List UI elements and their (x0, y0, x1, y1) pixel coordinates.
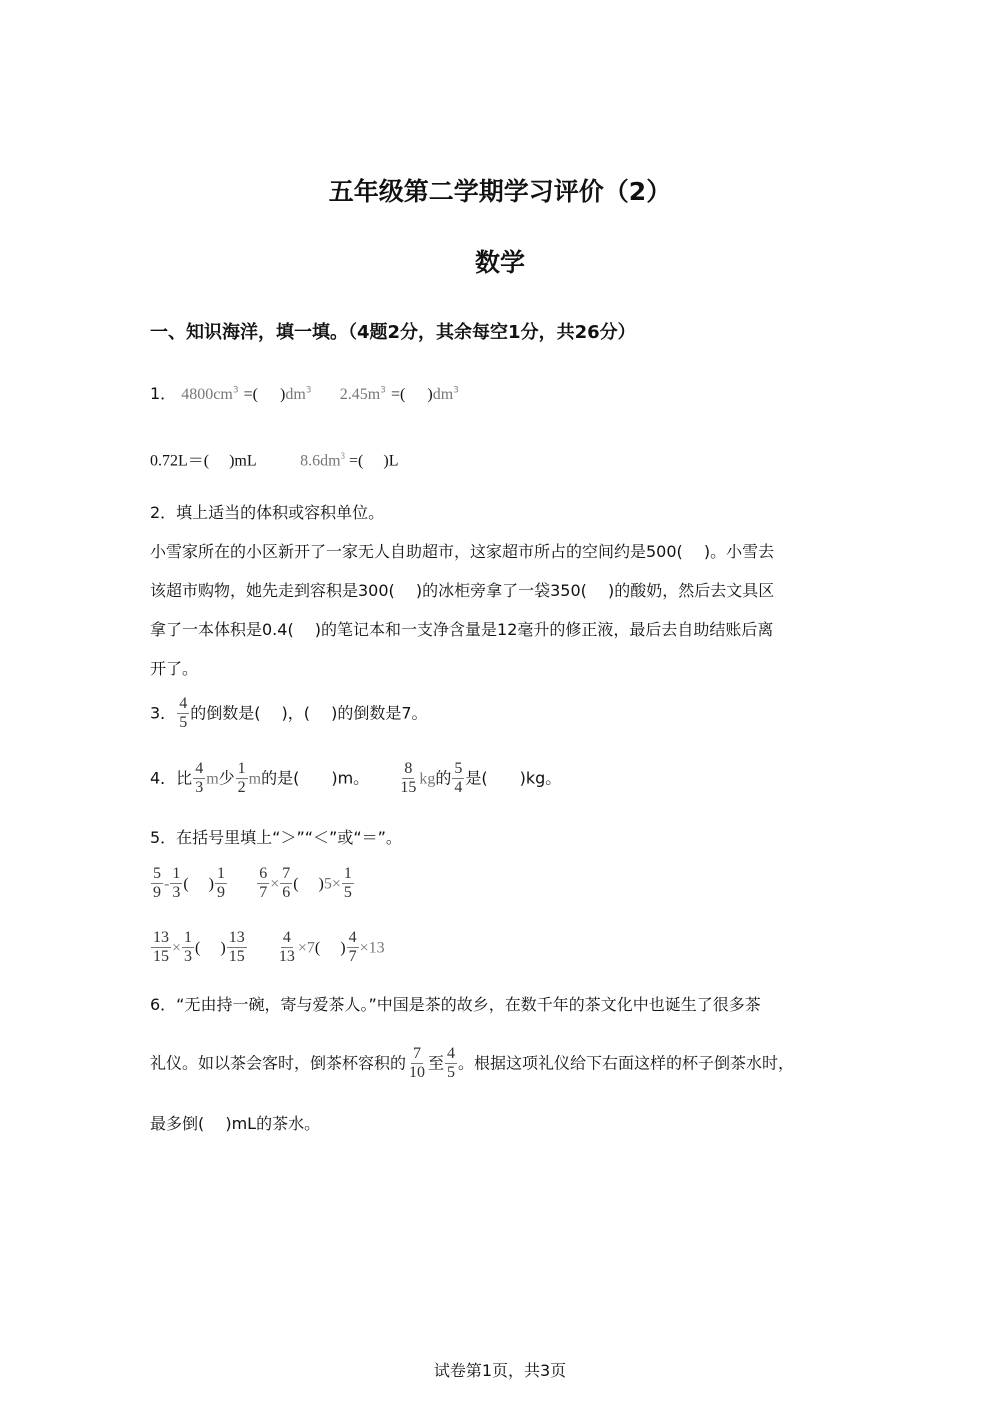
q1-b-exp: 3 (380, 385, 386, 396)
q4-row (150, 760, 561, 798)
fraction: $\frac{1}{9}$ (217, 865, 225, 902)
q5-r2-g: ×13 (359, 939, 385, 957)
fraction: $\frac{13}{15}$ (153, 929, 169, 966)
q5-r2-e: ×7 (297, 939, 315, 957)
q4-unit3: kg (419, 770, 436, 788)
q1-d-value: 8.6dm (300, 452, 341, 470)
q6-line2-a: 礼仪。如以茶会客时，倒茶杯容积的 (150, 1053, 407, 1073)
times-sign: × (172, 939, 182, 957)
fraction: $\frac{1}{3}$ (172, 865, 181, 902)
q1-a-exp: 3 (232, 385, 239, 396)
subject-title: 数学 (474, 248, 525, 277)
q4-number: 4．比 (150, 768, 193, 788)
q1-row1 (150, 386, 459, 403)
fraction: $\frac{4}{13}$ (278, 929, 295, 966)
q2-line3: 该超市购物，她先走到容积是300( )的冰柜旁拿了一袋350( )的酸奶，然后去文具区 (150, 581, 775, 600)
fraction: $\frac{1}{5}$ (343, 865, 352, 902)
times-sign: × (270, 875, 280, 893)
fraction: $\frac{1}{3}$ (184, 929, 193, 966)
compare-blank[interactable]: ( ) (195, 939, 226, 957)
q1-number: 1． (150, 384, 177, 403)
q1-row2 (150, 452, 398, 469)
q6-line3[interactable]: 最多倒( )mL的茶水。 (150, 1114, 321, 1133)
q6-line1: 6．“无由持一碗，寄与爱茶人。”中国是茶的故乡，在数千年的茶文化中也诞生了很多茶 (150, 995, 761, 1014)
q1-d-eq: =( (349, 452, 364, 470)
q5-row1 (150, 865, 355, 903)
q1-a-unit: dm (285, 386, 306, 403)
q4-unit2: m (248, 770, 262, 788)
q1-a-unit-exp: 3 (305, 385, 312, 396)
q5-r1-f: 5× (323, 875, 341, 893)
q4-part2-end[interactable]: 是( )kg。 (465, 768, 562, 788)
q4-de: 的 (435, 768, 452, 788)
q3-text[interactable]: 的倒数是( )，( )的倒数是7。 (190, 703, 428, 723)
fraction: $\frac{7}{10}$ (409, 1045, 426, 1082)
q1-a-value: 4800cm (181, 386, 233, 403)
q2-title: 2．填上适当的体积或容积单位。 (150, 503, 385, 522)
q4-mid: 少 (218, 768, 235, 788)
compare-blank[interactable]: ( ) (293, 875, 324, 893)
fraction: $\frac{6}{7}$ (259, 865, 268, 902)
q5-row2 (150, 929, 385, 967)
minus-sign: - (164, 875, 170, 893)
q1-d-exp: 3 (340, 451, 346, 461)
fraction: $\frac{4}{5}$ (179, 695, 188, 732)
q4-unit1: m (206, 770, 219, 788)
q1-d-close: )L (383, 452, 399, 470)
q2-line4: 拿了一本体积是0.4( )的笔记本和一支净含量是12毫升的修正液，最后去自助结账后离 (150, 620, 774, 639)
fraction: $\frac{1}{2}$ (237, 760, 246, 797)
q6-zhi: 至 (428, 1053, 445, 1073)
page-footer: 试卷第1页，共3页 (433, 1361, 567, 1380)
q3-row (150, 695, 428, 733)
q2-line2: 小雪家所在的小区新开了一家无人自助超市，这家超市所占的空间约是500( )。小雪去 (150, 542, 775, 561)
q1-b-unit: dm (432, 386, 454, 403)
fraction: $\frac{5}{4}$ (454, 760, 463, 797)
page-title: 五年级第二学期学习评价（2） (328, 177, 672, 206)
fraction: $\frac{4}{3}$ (195, 760, 204, 797)
q6-line2-b: 。根据这项礼仪给下右面这样的杯子倒茶水时， (458, 1053, 795, 1073)
fraction: $\frac{4}{7}$ (348, 929, 357, 966)
q1-b-close: ) (427, 386, 433, 403)
q1-c-text[interactable]: 0.72L＝( )mL (150, 452, 257, 470)
q6-line2 (150, 1045, 794, 1083)
q2-line5: 开了。 (150, 659, 199, 678)
q1-b-unit-exp: 3 (453, 385, 459, 396)
q4-part1-end[interactable]: 的是( )m。 (261, 768, 370, 788)
fraction: $\frac{13}{15}$ (228, 929, 245, 966)
q1-b-value: 2.45m (339, 386, 381, 403)
q1-a-close: ) (280, 386, 286, 403)
q5-title: 5．在括号里填上“＞”“＜”或“＝”。 (150, 828, 402, 847)
compare-blank[interactable]: ( ) (314, 939, 346, 957)
compare-blank[interactable]: ( ) (183, 875, 214, 893)
q1-a-eq: =( (243, 386, 259, 403)
fraction: $\frac{7}{6}$ (282, 865, 291, 902)
fraction: $\frac{8}{15}$ (400, 760, 417, 797)
fraction: $\frac{4}{5}$ (447, 1045, 456, 1082)
q3-number: 3． (150, 703, 177, 723)
fraction: $\frac{5}{9}$ (153, 865, 161, 902)
q1-b-eq: =( (391, 386, 406, 403)
section-heading: 一、知识海洋，填一填。（4题2分，其余每空1分，共26分） (150, 322, 636, 343)
